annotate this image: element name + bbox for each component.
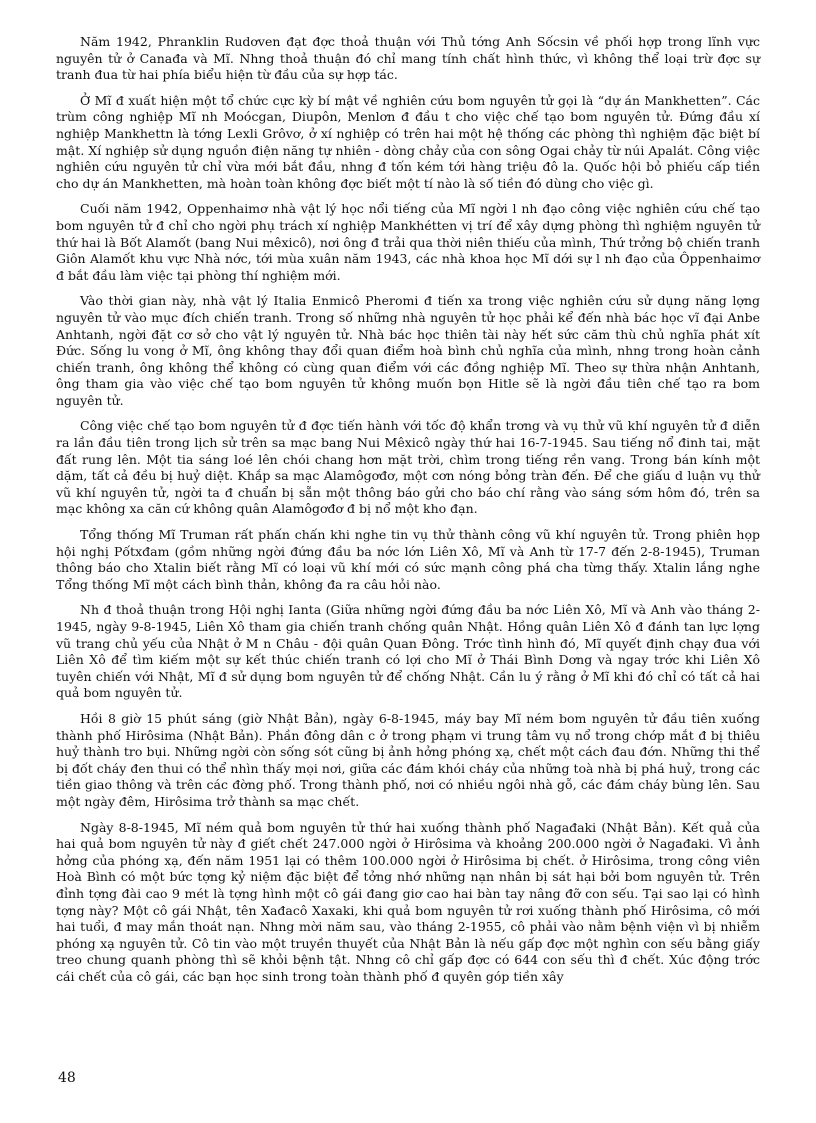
paragraph-4: Vào thời gian này, nhà vật lý Italia Enmicô Pheromi đ tiến xa trong việc nghiên cứu sử dụng năng lợng nguyên tử vào mục đích chiến tranh. Trong số những nhà nguyên tử học phải kể đến nhà bác học vĩ đại Anbe Anhtanh, ngời đặt cơ sở cho vật lý nguyên tử. Nhà bác học thiên tài này hết sức căm thù chủ nghĩa phát xít Đức. Sống lu vong ở Mĩ, ông không thay đổi quan điểm hoà bình chủ nghĩa của mình, nhng trong hoàn cảnh chiến tranh, ông không thể không có cùng quan điểm với các đồng nghiệp Mĩ. Theo sự thừa nhận Anhtanh, ông tham gia vào việc chế tạo bom nguyên tử không muốn bọn Hitle sẽ là ngời đầu tiên chế tạo ra bom nguyên tử. [56,293,760,408]
page-body [56,34,760,994]
paragraph-2: Ở Mĩ đ xuất hiện một tổ chức cực kỳ bí mật về nghiên cứu bom nguyên tử gọi là “dự án Mankhetten”. Các trùm công nghiệp Mĩ nh Moócgan, Diupôn, Menlơn đ đầu t cho việc chế tạo bom nguyên tử. Đứng đầu xí nghiệp Mankhettn là tớng Lexli Grôvơ, ở xí nghiệp có trên hai một hệ thống các phòng thì nghiệm đặc biệt bí mật. Xí nghiệp sử dụng nguồn điện năng tự nhiên - dòng chảy của con sông Ogai chảy từ núi Apalát. Công việc nghiên cứu nguyên tử chỉ vừa mới bắt đầu, nhng đ tốn kém tới hàng triệu đô la. Quốc hội bỏ phiếu cấp tiền cho dự án Mankhetten, mà hoàn toàn không đợc biết một tí nào là số tiền đó dùng cho việc gì. [56,92,760,191]
paragraph-3: Cuối năm 1942, Oppenhaimơ nhà vật lý học nổi tiếng của Mĩ ngời l nh đạo công việc nghiên cứu chế tạo bom nguyên tử đ chỉ cho ngời phụ trách xí nghiệp Mankhétten vị trí để xây dựng phòng thì nghiệm nguyên tử thứ hai là Bốt Alamốt (bang Nui mêxicô), nơi ông đ trải qua thời niên thiếu của mình, Thứ trởng bộ chiến tranh Giôn Alamốt khu vực Nhà nớc, tới mùa xuân năm 1943, các nhà khoa học Mĩ dới sự l nh đạo của Ôppenhaimơ đ bắt đầu làm việc tại phòng thí nghiệm mới. [56,201,760,283]
paragraph-6: Tổng thống Mĩ Truman rất phấn chấn khi nghe tin vụ thử thành công vũ khí nguyên tử. Trong phiên họp hội nghị Pốtxđam (gồm những ngời đứng đầu ba nớc lớn Liên Xô, Mĩ và Anh từ 17-7 đến 2-8-1945), Truman thông báo cho Xtalin biết rằng Mĩ có loại vũ khí mới có sức mạnh công phá cha từng thấy. Xtalin lắng nghe Tổng thống Mĩ một cách bình thản, không đa ra câu hỏi nào. [56,527,760,592]
page-number: 48 [58,1070,76,1086]
paragraph-5: Công việc chế tạo bom nguyên tử đ đợc tiến hành với tốc độ khẩn trơng và vụ thử vũ khí nguyên tử đ diễn ra lần đầu tiên trong lịch sử trên sa mạc bang Nui Mêxicô ngày thứ hai 16-7-1945. Sau tiếng nổ đinh tai, mặt đất rung lên. Một tia sáng loé lên chói chang hơn mặt trời, chìm trong tiếng rền vang. Trong bán kính một dặm, tất cả đều bị huỷ diệt. Khắp sa mạc Alamôgơđơ, một cơn nóng bỏng tràn đến. Để che giấu d luận vụ thử vũ khí nguyên tử, ngời ta đ chuẩn bị sẵn một thông báo gửi cho báo chí rằng vào sáng sớm hôm đó, trên sa mạc không xa căn cứ không quân Alamôgơđơ đ bị nổ một kho đạn. [56,418,760,517]
paragraph-7: Nh đ thoả thuận trong Hội nghị Ianta (Giữa những ngời đứng đầu ba nớc Liên Xô, Mĩ và Anh vào tháng 2-1945, ngày 9-8-1945, Liên Xô tham gia chiến tranh chống quân Nhật. Hồng quân Liên Xô đ đánh tan lực lợng vũ trang chủ yếu của Nhật ở M n Châu - đội quân Quan Đông. Trớc tình hình đó, Mĩ quyết định chạy đua với Liên Xô để tìm kiếm một sự kết thúc chiến tranh có lợi cho Mĩ ở Thái Bình Dơng và ngay trớc khi Liên Xô tuyên chiến với Nhật, Mĩ đ sử dụng bom nguyên tử để chống Nhật. Cần lu ý rằng ở Mĩ khi đó chỉ có tất cả hai quả bom nguyên tử. [56,602,760,701]
paragraph-9: Ngày 8-8-1945, Mĩ ném quả bom nguyên tử thứ hai xuống thành phố Nagađaki (Nhật Bản). Kết quả của hai quả bom nguyên tử này đ giết chết 247.000 ngời ở Hirôsima và khoảng 200.000 ngời ở Nagađaki. Vì ảnh hởng của phóng xạ, đến năm 1951 lại có thêm 100.000 ngời ở Hirôsima bị chết. ở Hirôsima, trong công viên Hoà Bình có một bức tợng kỷ niệm đặc biệt để tởng nhớ những nạn nhân bị sát hại bởi bom nguyên tử. Trên đỉnh tợng đài cao 9 mét là tợng hình một cô gái đang giơ cao hai bàn tay nâng đỡ con sếu. Tại sao lại có hình tợng này? Một cô gái Nhật, tên Xađacô Xaxaki, khi quả bom nguyên tử rơi xuống thành phố Hirôsima, cô mới hai tuổi, đ may mắn thoát nạn. Nhng mời năm sau, vào tháng 2-1955, cô phải vào nằm bệnh viện vì bị nhiễm phóng xạ nguyên tử. Cô tin vào một truyền thuyết của Nhật Bản là nếu gấp đợc một nghìn con sếu bằng giấy treo chung quanh phòng thì sẽ khỏi bệnh tật. Nhng cô chỉ gấp đợc có 644 con sếu thì đ chết. Xúc động trớc cái chết của cô gái, các bạn học sinh trong toàn thành phố đ quyên góp tiền xây [56,819,760,984]
paragraph-8: Hồi 8 giờ 15 phút sáng (giờ Nhật Bản), ngày 6-8-1945, máy bay Mĩ ném bom nguyên tử đầu tiên xuống thành phố Hirôsima (Nhật Bản). Phần đông dân c ở trong phạm vi trung tâm vụ nổ trong chớp mắt đ bị thiêu huỷ thành tro bụi. Những ngời còn sống sót cũng bị ảnh hởng phóng xạ, chết một cách đau đớn. Những thi thể bị đốt cháy đen thui có thể nhìn thấy mọi nơi, giữa các đám khói cháy của những toà nhà bị phá huỷ, trong các tiền giao thông và trên các đờng phố. Trong thành phố, nơi có nhiều ngôi nhà gỗ, các đám cháy bùng lên. Sau một ngày đêm, Hirôsima trở thành sa mạc chết. [56,710,760,809]
paragraph-1: Năm 1942, Phranklin Rudơven đạt đợc thoả thuận với Thủ tớng Anh Sốcsin về phối hợp trong lĩnh vực nguyên tử ở Canađa và Mĩ. Nhng thoả thuận đó chỉ mang tính chất hình thức, vì không thể loại trừ đợc sự tranh đua từ hai phía biểu hiện từ đầu của sự hợp tác. [56,34,760,83]
